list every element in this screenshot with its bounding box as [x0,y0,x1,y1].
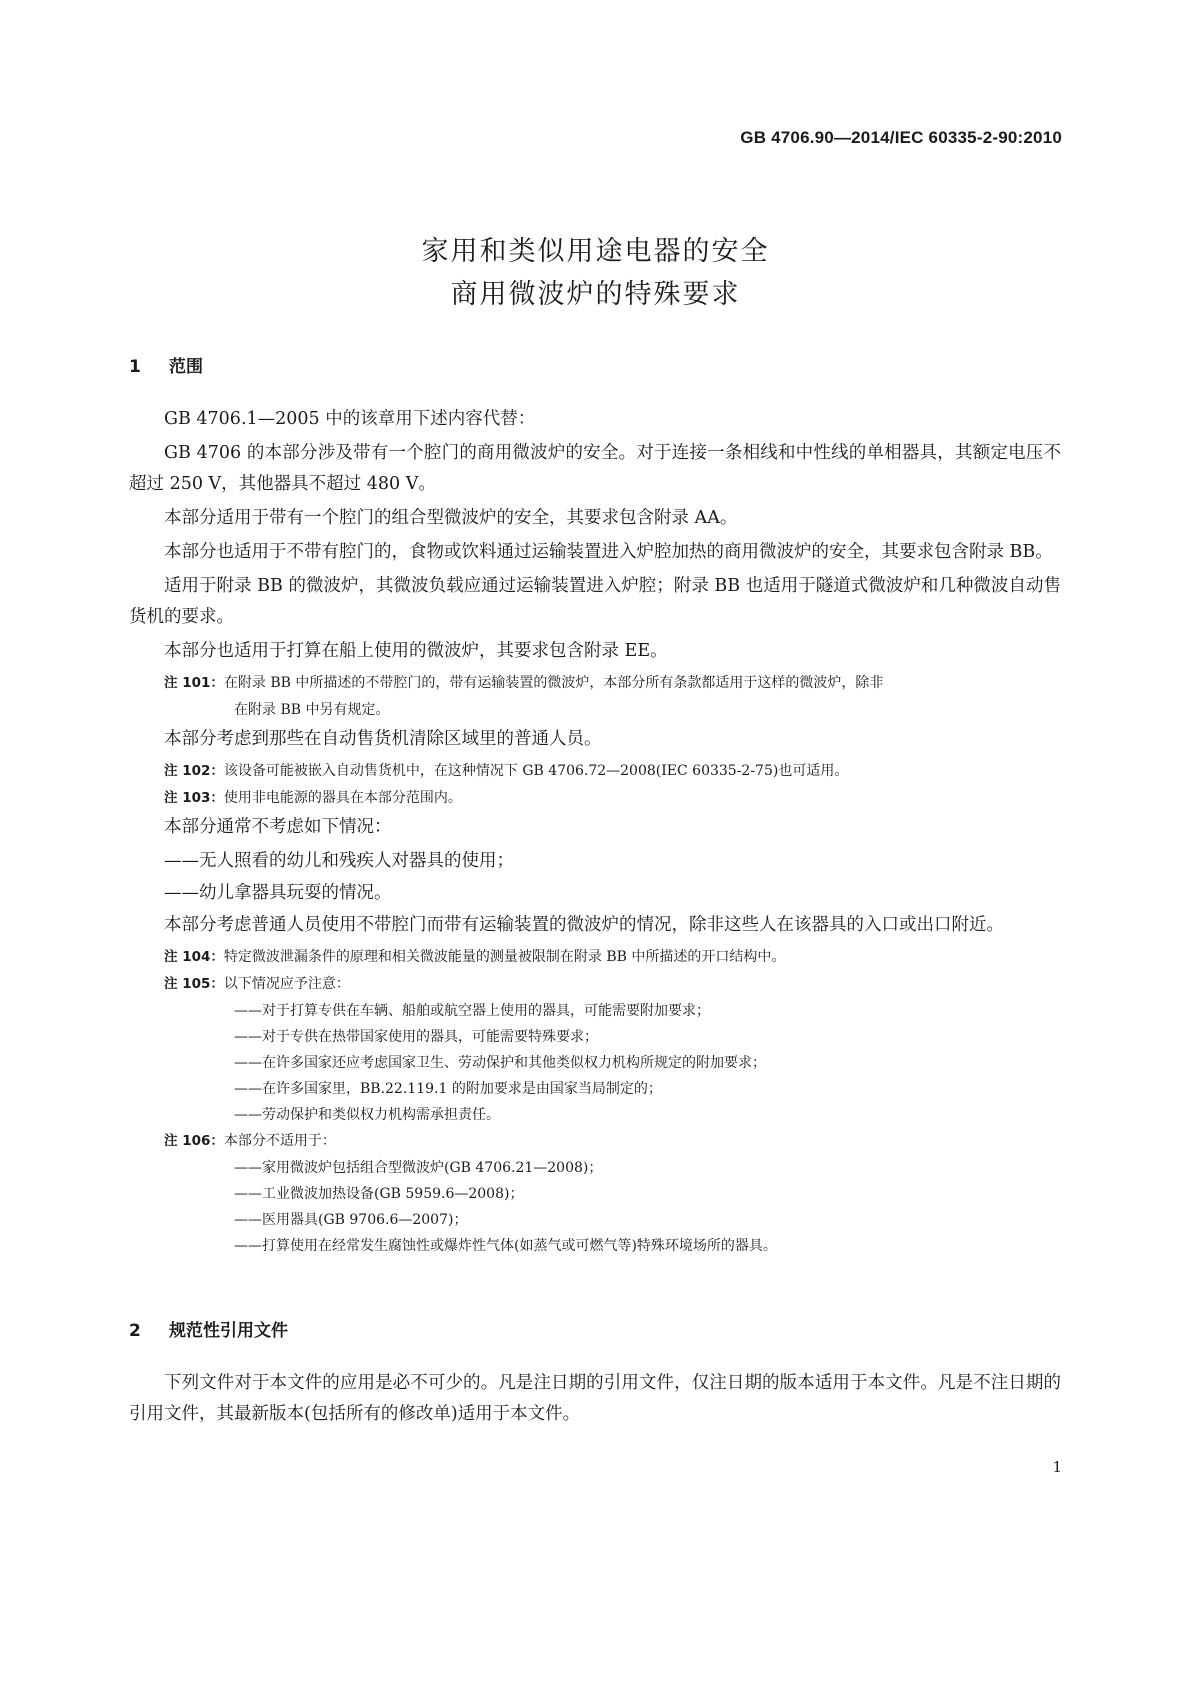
paragraph: 本部分考虑普通人员使用不带腔门而带有运输装置的微波炉的情况，除非这些人在该器具的入口或出口附近。 [164,915,1004,935]
note-text: 在附录 BB 中所描述的不带腔门的，带有运输装置的微波炉，本部分所有条款都适用于这样的微波炉，除非 [223,675,884,691]
note-106 [129,1128,1061,1155]
note-104 [129,944,1061,971]
paragraph: 适用于附录 BB 的微波炉，其微波负载应通过运输装置进入炉腔；附录 BB 也适用于隧道式微波炉和几种微波自动售货机的要求。 [129,576,1061,627]
note-101-continuation: 在附录 BB 中另有规定。 [234,702,390,718]
note-list-item: ——打算使用在经常发生腐蚀性或爆炸性气体(如蒸气或可燃气等)特殊环境场所的器具。 [234,1238,777,1254]
note-label: 注 103： [164,790,224,806]
note-label: 注 101： [164,675,224,691]
note-text: 使用非电能源的器具在本部分范围内。 [223,790,462,806]
title-line-2: 商用微波炉的特殊要求 [450,279,741,310]
section-1-heading [129,352,203,377]
section-2-heading [129,1316,288,1341]
title-line-1: 家用和类似用途电器的安全 [421,236,770,267]
paragraph: GB 4706.1—2005 中的该章用下述内容代替： [164,409,536,429]
page-number: 1 [1052,1458,1062,1476]
dash-list-item: ——无人照看的幼儿和残疾人对器具的使用； [164,851,514,871]
note-text: 本部分不适用于： [223,1133,336,1149]
note-103 [129,785,1061,812]
note-label: 注 102： [164,763,224,779]
section-1-title: 范围 [169,357,203,377]
section-2-body [129,1368,1061,1433]
note-list-item: ——对于打算专供在车辆、船舶或航空器上使用的器具，可能需要附加要求； [234,1003,710,1019]
dash-list-item: ——幼儿拿器具玩耍的情况。 [164,883,392,903]
note-list-item: ——在许多国家里，BB.22.119.1 的附加要求是由国家当局制定的； [234,1081,662,1097]
note-text: 特定微波泄漏条件的原理和相关微波能量的测量被限制在附录 BB 中所描述的开口结构中。 [223,949,786,965]
section-2-number: 2 [129,1321,141,1341]
standard-code: GB 4706.90—2014/IEC 60335-2-90:2010 [740,128,1062,147]
note-list-item: ——在许多国家还应考虑国家卫生、劳动保护和其他类似权力机构所规定的附加要求； [234,1055,766,1071]
note-list-item: ——劳动保护和类似权力机构需承担责任。 [234,1107,500,1123]
paragraph: 本部分通常不考虑如下情况： [164,817,392,837]
paragraph: 本部分也适用于打算在船上使用的微波炉，其要求包含附录 EE。 [164,641,668,661]
note-105 [129,971,1061,998]
note-list-item: ——工业微波加热设备(GB 5959.6—2008)； [234,1186,524,1202]
paragraph: 本部分也适用于不带有腔门的，食物或饮料通过运输装置进入炉腔加热的商用微波炉的安全，其要求包含附录 BB。 [164,542,1053,562]
section-1-number: 1 [129,357,141,377]
note-list-item: ——家用微波炉包括组合型微波炉(GB 4706.21—2008)； [234,1160,603,1176]
paragraph: 下列文件对于本文件的应用是必不可少的。凡是注日期的引用文件，仅注日期的版本适用于本文件。凡是不注日期的引用文件，其最新版本(包括所有的修改单)适用于本文件。 [129,1373,1061,1424]
note-list-item: ——医用器具(GB 9706.6—2007)； [234,1212,468,1228]
note-text: 该设备可能被嵌入自动售货机中，在这种情况下 GB 4706.72—2008(IEC 60335-2-75)也可适用。 [223,763,849,779]
note-label: 注 106： [164,1133,224,1149]
paragraph: 本部分考虑到那些在自动售货机清除区域里的普通人员。 [164,729,602,749]
note-text: 以下情况应予注意： [223,976,350,992]
document-title [0,230,1191,316]
paragraph: 本部分适用于带有一个腔门的组合型微波炉的安全，其要求包含附录 AA。 [164,508,738,528]
section-1-body [129,404,1061,1259]
note-label: 注 104： [164,949,224,965]
note-102 [129,758,1061,785]
section-2-title: 规范性引用文件 [169,1321,288,1341]
note-list-item: ——对于专供在热带国家使用的器具，可能需要特殊要求； [234,1029,598,1045]
paragraph: GB 4706 的本部分涉及带有一个腔门的商用微波炉的安全。对于连接一条相线和中性线的单相器具，其额定电压不超过 250 V，其他器具不超过 480 V。 [129,443,1061,494]
note-label: 注 105： [164,976,224,992]
note-101 [129,670,1061,697]
